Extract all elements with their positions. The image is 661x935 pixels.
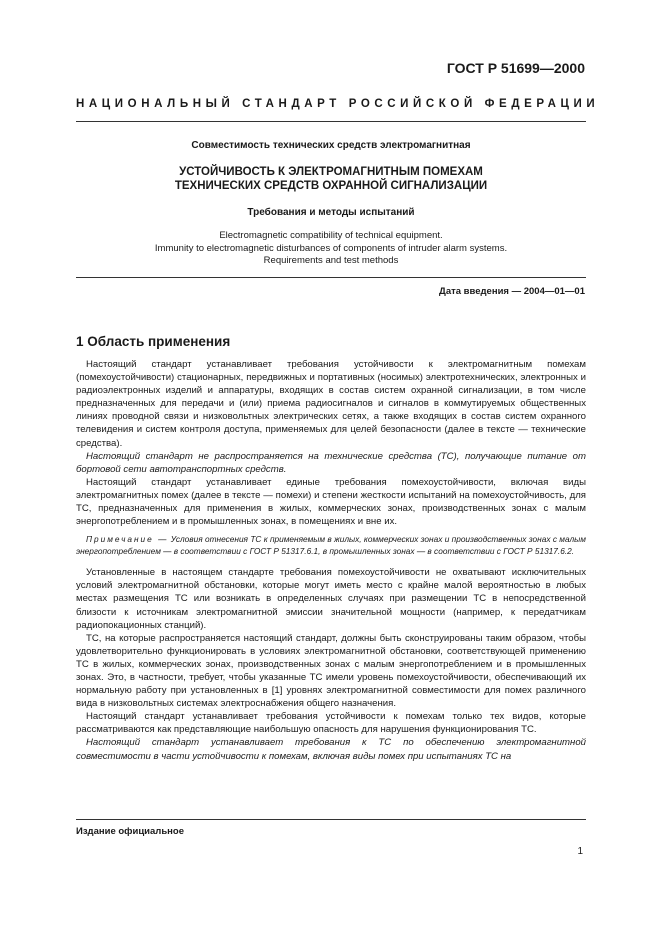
english-title-line-3: Requirements and test methods xyxy=(263,255,399,266)
top-divider xyxy=(76,121,586,122)
middle-divider xyxy=(76,277,586,278)
paragraph-1: Настоящий стандарт устанавливает требования устойчивости к электромагнитным помехам (помехоустойчивости) стационарных, передвижных и портативных (носимых) электротехнических, электронных и радиоэлектронных изделий и аппаратуры, входящих в состав систем охранной сигнализации, в том числе предназначенных для передачи и (или) приема радиосигналов и сигналов в коммутируемых общественных линиях проводной связи и низковольтных электрических сетях, а также входящих в состав систем охранного телевидения и систем контроля доступа, применяемых для целей безопасности (далее в тексте — технические средства). xyxy=(76,359,586,449)
english-title xyxy=(76,230,586,268)
note xyxy=(76,533,586,557)
paragraph-6: Настоящий стандарт устанавливает требования устойчивости к помехам только тех видов, которые рассматриваются как представляющие наибольшую опасность для нарушения функционирования ТС. xyxy=(76,711,586,736)
english-title-line-1: Electromagnetic compatibility of technical equipment. xyxy=(219,230,443,241)
paragraph-2: Настоящий стандарт не распространяется на технические средства (ТС), получающие питание от бортовой сети автотранспортных средств. xyxy=(76,450,586,475)
body-text xyxy=(76,358,586,763)
subtitle: Требования и методы испытаний xyxy=(247,207,415,218)
main-title xyxy=(76,165,586,193)
english-title-line-2: Immunity to electromagnetic disturbances of components of intruder alarm systems. xyxy=(154,242,508,254)
national-standard-title: НАЦИОНАЛЬНЫЙ СТАНДАРТ РОССИЙСКОЙ ФЕДЕРАЦИИ xyxy=(76,98,600,110)
main-title-line-1: УСТОЙЧИВОСТЬ К ЭЛЕКТРОМАГНИТНЫМ ПОМЕХАМ xyxy=(179,166,483,178)
note-label: Примечание — xyxy=(86,534,169,545)
main-title-line-2: ТЕХНИЧЕСКИХ СРЕДСТВ ОХРАННОЙ СИГНАЛИЗАЦИИ xyxy=(174,180,488,192)
compatibility-heading: Совместимость технических средств электромагнитная xyxy=(191,140,471,151)
note-text: Условия отнесения ТС к применяемым в жилых, коммерческих зонах и производственных зонах с малым энергопотреблением — в соответствии с ГОСТ Р 51317.6.1, в промышленных зонах — в соответствии с ГОСТ Р 51317.6.2. xyxy=(76,534,586,557)
paragraph-3: Настоящий стандарт устанавливает единые требования помехоустойчивости, включая виды электромагнитных помех (далее в тексте — помехи) и степени жесткости испытаний на помехоустойчивость, для ТС, предназначенных для применения в жилых, коммерческих зонах, производственных зонах с малым энергопотреблением и в промышленных зонах, в помещениях и вне их. xyxy=(76,476,586,528)
paragraph-5: ТС, на которые распространяется настоящий стандарт, должны быть сконструированы таким образом, чтобы удовлетворительно функционировать в условиях электромагнитной обстановки, соответствующей применению ТС в жилых, коммерческих зонах, производственных зонах с малым энергопотреблением и в промышленных зонах. Это, в частности, требует, чтобы указанные ТС имели уровень помехоустойчивости, обеспечивающий их нормальную работу при установленных в [1] уровнях электромагнитной совместимости для помех различного вида в низковольтных системах электроснабжения общего назначения. xyxy=(76,632,586,710)
paragraph-7: Настоящий стандарт устанавливает требования к ТС по обеспечению электромагнитной совместимости в части устойчивости к помехам, включая виды помех при испытаниях ТС на xyxy=(76,737,586,762)
bottom-divider xyxy=(76,819,586,820)
page-number: 1 xyxy=(577,846,583,857)
official-edition: Издание официальное xyxy=(76,826,184,837)
paragraph-4: Установленные в настоящем стандарте требования помехоустойчивости не охватывают исключительных условий электромагнитной обстановки, которые могут иметь место с крайне малой вероятностью в любых местах размещения ТС или возникать в определенных случаях при размещении ТС в непосредственной близости к источникам электромагнитной эмиссии значительной мощности (например, к передатчикам радиопокационных станций). xyxy=(76,567,586,631)
intro-date: Дата введения — 2004—01—01 xyxy=(439,286,585,297)
gost-number: ГОСТ Р 51699—2000 xyxy=(446,60,585,76)
section-heading: 1 Область применения xyxy=(76,334,231,349)
